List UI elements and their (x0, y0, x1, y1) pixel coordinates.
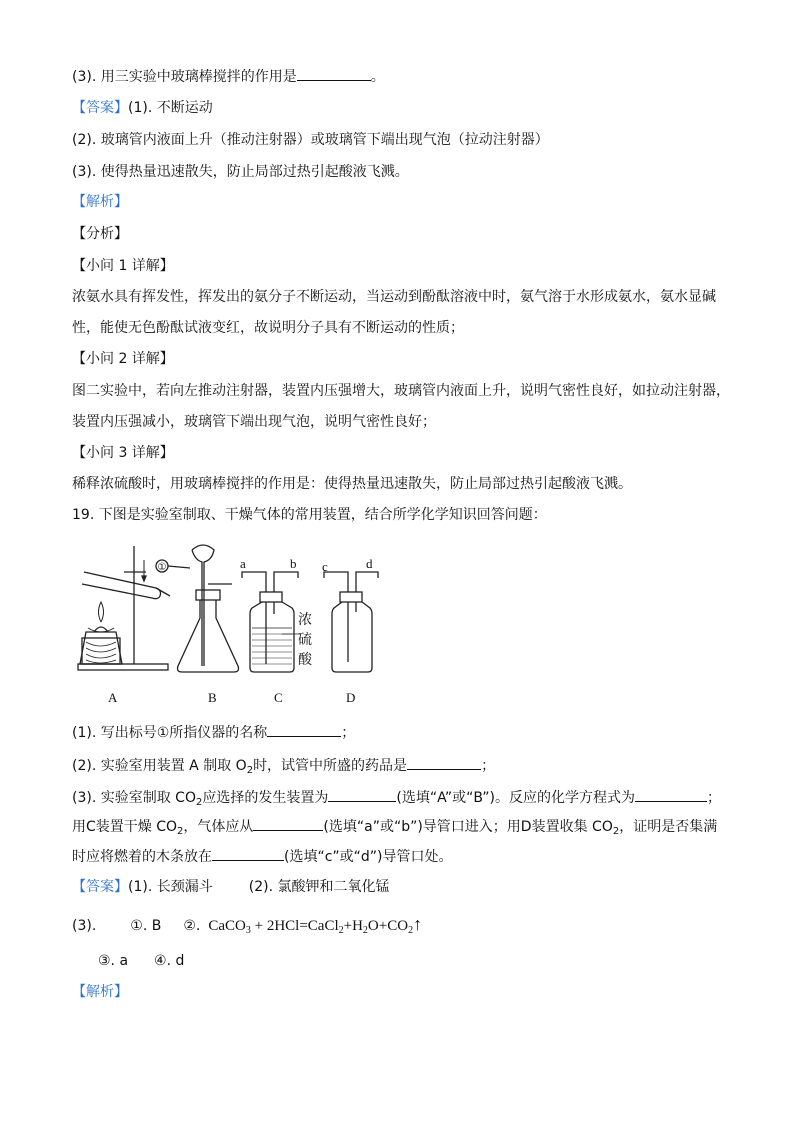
apparatus-b (156, 545, 239, 672)
marker-label: ① (157, 562, 167, 573)
blank (212, 846, 284, 861)
answer18-line1: 【答案】(1). 不断运动 (72, 100, 213, 116)
answer19-line3: ③. a ④. d (98, 953, 185, 969)
acid-label-3: 酸 (298, 652, 312, 668)
sub2-tag: 【小问 2 详解】 (72, 351, 174, 367)
sub1-text1: 浓氨水具有挥发性，挥发出的氨分子不断运动，当运动到酚酞溶液中时，氨气溶于水形成氨水，氨水显碱 (72, 289, 716, 305)
label-a: A (108, 690, 118, 705)
q18-part3: (3). 用三实验中玻璃棒搅拌的作用是 。 (72, 66, 385, 87)
sub2-text2: 装置内压强减小，玻璃管下端出现气泡，说明气密性良好； (72, 414, 436, 430)
blank (253, 816, 323, 831)
sub1-text2: 性，能使无色酚酞试液变红，故说明分子具有不断运动的性质； (72, 320, 464, 336)
analysis-tag-2: 【解析】 (72, 984, 128, 1000)
q19-part4: 用C装置干燥 $CO_2$，气体应从 (选填“a”或“b”)导管口进入；用D装置收集 $CO_2$，证明是否集满 (72, 816, 717, 842)
answer-tag: 【答案】 (72, 879, 128, 895)
tube-label-c: c (322, 559, 328, 574)
answer19-line1: 【答案】(1). 长颈漏斗 (2). 氯酸钾和二氧化锰 (72, 879, 390, 895)
blank (407, 755, 481, 770)
answer18-line3: (3). 使得热量迅速散失，防止局部过热引起酸液飞溅。 (72, 164, 409, 180)
label-b: B (208, 690, 217, 705)
q19-part3: (3). 实验室制取 $CO_2$应选择的发生装置为 (选填“A”或“B”)。反应的化学方程式为 ； (72, 787, 721, 813)
answer18-line2: (2). 玻璃管内液面上升（推动注射器）或玻璃管下端出现气泡（拉动注射器） (72, 132, 549, 148)
tube-label-b: b (290, 556, 297, 571)
label-c: C (274, 690, 283, 705)
sub3-text1: 稀释浓硫酸时，用玻璃棒搅拌的作用是：使得热量迅速散失，防止局部过热引起酸液飞溅。 (72, 476, 632, 492)
apparatus-figure (72, 538, 392, 710)
q19-part5: 时应将燃着的木条放在 (选填“c”或“d”)导管口处。 (72, 846, 453, 867)
answer-tag: 【答案】 (72, 100, 128, 116)
tube-label-a: a (240, 556, 246, 571)
label-d: D (346, 690, 356, 705)
q19-part1: (1). 写出标号①所指仪器的名称 ； (72, 722, 355, 743)
blank (328, 787, 396, 802)
sub3-tag: 【小问 3 详解】 (72, 445, 174, 461)
chemical-equation: CaCO$_3$ + $2HCl=CaCl_2+H_2O+CO_2↑$ (208, 914, 423, 936)
q19-part2: (2). 实验室用装置 A 制取 $O_2$时，试管中所盛的药品是 ； (72, 755, 495, 781)
q19-stem: 19. 下图是实验室制取、干燥气体的常用装置，结合所学化学知识回答问题： (72, 507, 547, 523)
fenxi-tag: 【分析】 (72, 226, 128, 242)
acid-label-1: 浓 (298, 612, 312, 628)
apparatus-d (324, 572, 378, 672)
answer19-line2: (3). ①. B ②. CaCO$_3$ + $2HCl=CaCl_2+H_2O+CO_2↑$ (72, 914, 423, 936)
sub2-text1: 图二实验中，若向左推动注射器，装置内压强增大，玻璃管内液面上升，说明气密性良好，如拉动注射器， (72, 383, 730, 399)
blank (635, 787, 707, 802)
blank (297, 66, 371, 81)
tube-label-d: d (366, 556, 373, 571)
apparatus-c (242, 572, 300, 672)
sub1-tag: 【小问 1 详解】 (72, 258, 174, 274)
blank (267, 722, 341, 737)
acid-label-2: 硫 (298, 632, 312, 648)
analysis-tag: 【解析】 (72, 194, 128, 210)
